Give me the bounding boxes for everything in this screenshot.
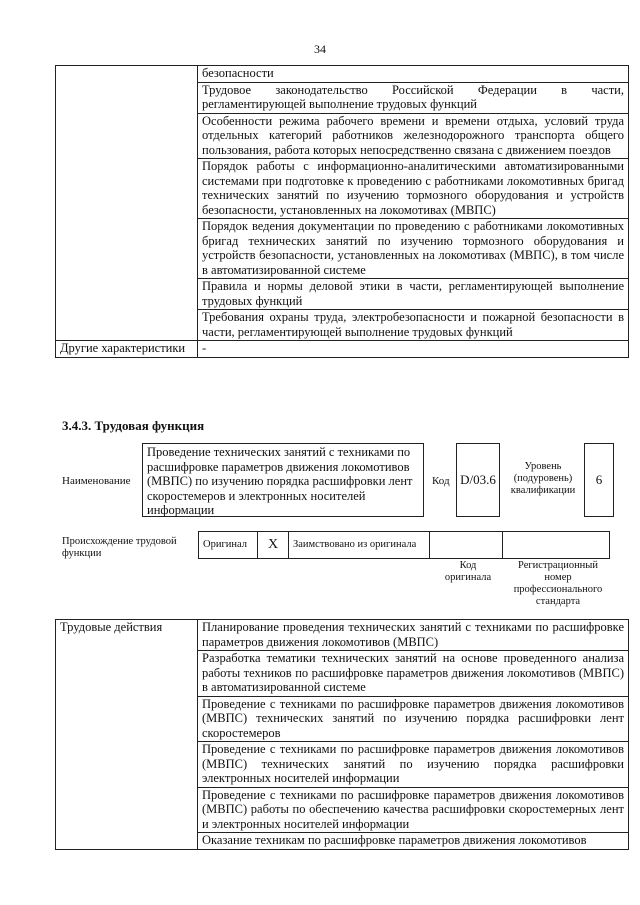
action-item: Проведение с техниками по расшифровке параметров движения локомотивов (МВПС) работы по обеспечению качества расшифровки скоростемерных лент и электронных носителей информации bbox=[198, 787, 629, 833]
reg-number-label: Регистрационный номер профессионального стандарта bbox=[513, 560, 603, 607]
section-heading: 3.4.3. Трудовая функция bbox=[62, 418, 205, 433]
other-characteristics-label: Другие характеристики bbox=[56, 341, 198, 358]
original-label-cell: Оригинал bbox=[198, 531, 258, 559]
requirement-item: безопасности bbox=[198, 66, 629, 83]
original-mark-cell: X bbox=[257, 531, 289, 559]
function-code-box: D/03.6 bbox=[456, 443, 500, 517]
other-characteristics-value: - bbox=[198, 341, 629, 358]
page-number: 34 bbox=[314, 42, 326, 56]
requirements-table bbox=[55, 65, 629, 358]
name-label: Наименование bbox=[62, 475, 131, 487]
code-label: Код bbox=[432, 475, 450, 487]
action-item: Проведение с техниками по расшифровке параметров движения локомотивов (МВПС) технических занятий по изучению порядка расшифровки лент скоростемеров bbox=[198, 696, 629, 742]
requirement-item: Порядок ведения документации по проведению с работниками локомотивных бригад технических занятий по изучению тормозного оборудования и устройств безопасности, установленных на локомотивах (МВПС), в том числе в автоматизированной системе bbox=[198, 219, 629, 279]
actions-label-cell: Трудовые действия bbox=[56, 620, 198, 850]
requirement-item: Особенности режима рабочего времени и времени отдыха, условий труда отдельных категорий работников железнодорожного транспорта общего пользования, работа которых непосредственно связана с движением поездов bbox=[198, 113, 629, 159]
level-label: Уровень (подуровень) квалификации bbox=[510, 461, 576, 496]
actions-table bbox=[55, 619, 629, 850]
action-item: Оказание техникам по расшифровке параметров движения локомотивов bbox=[198, 833, 629, 850]
requirement-item: Требования охраны труда, электробезопасности и пожарной безопасности в части, регламентирующей выполнение трудовых функций bbox=[198, 310, 629, 341]
code-original-cell bbox=[429, 531, 503, 559]
requirement-item: Трудовое законодательство Российской Федерации в части, регламентирующей выполнение трудовых функций bbox=[198, 82, 629, 113]
requirement-item: Правила и нормы деловой этики в части, регламентирующей выполнение трудовых функций bbox=[198, 279, 629, 310]
code-original-label: Код оригинала bbox=[444, 560, 492, 583]
borrowed-label-cell: Заимствовано из оригинала bbox=[288, 531, 430, 559]
requirement-item: Порядок работы с информационно-аналитическими автоматизированными системами при подготовке к проведению с работниками локомотивных бригад технических занятий по изучению тормозного оборудования и устройств безопасности, установленных на локомотивах (МВПС) bbox=[198, 159, 629, 219]
function-level-box: 6 bbox=[584, 443, 614, 517]
requirements-label-cell bbox=[56, 66, 198, 341]
origin-row bbox=[198, 531, 610, 559]
reg-number-cell bbox=[502, 531, 610, 559]
action-item: Проведение с техниками по расшифровке параметров движения локомотивов (МВПС) технических занятий по изучению порядка расшифровки электронных носителей информации bbox=[198, 742, 629, 788]
action-item: Разработка тематики технических занятий на основе проведенного анализа работы техников по расшифровке параметров движения локомотивов (МВПС) в автоматизированной системе bbox=[198, 651, 629, 697]
action-item: Планирование проведения технических занятий с техниками по расшифровке параметров движения локомотивов (МВПС) bbox=[198, 620, 629, 651]
function-name-box: Проведение технических занятий с техниками по расшифровке параметров движения локомотивов (МВПС) по изучению порядка расшифровки лент скоростемеров и электронных носителей информации bbox=[142, 443, 424, 517]
origin-label: Происхождение трудовой функции bbox=[62, 536, 177, 559]
